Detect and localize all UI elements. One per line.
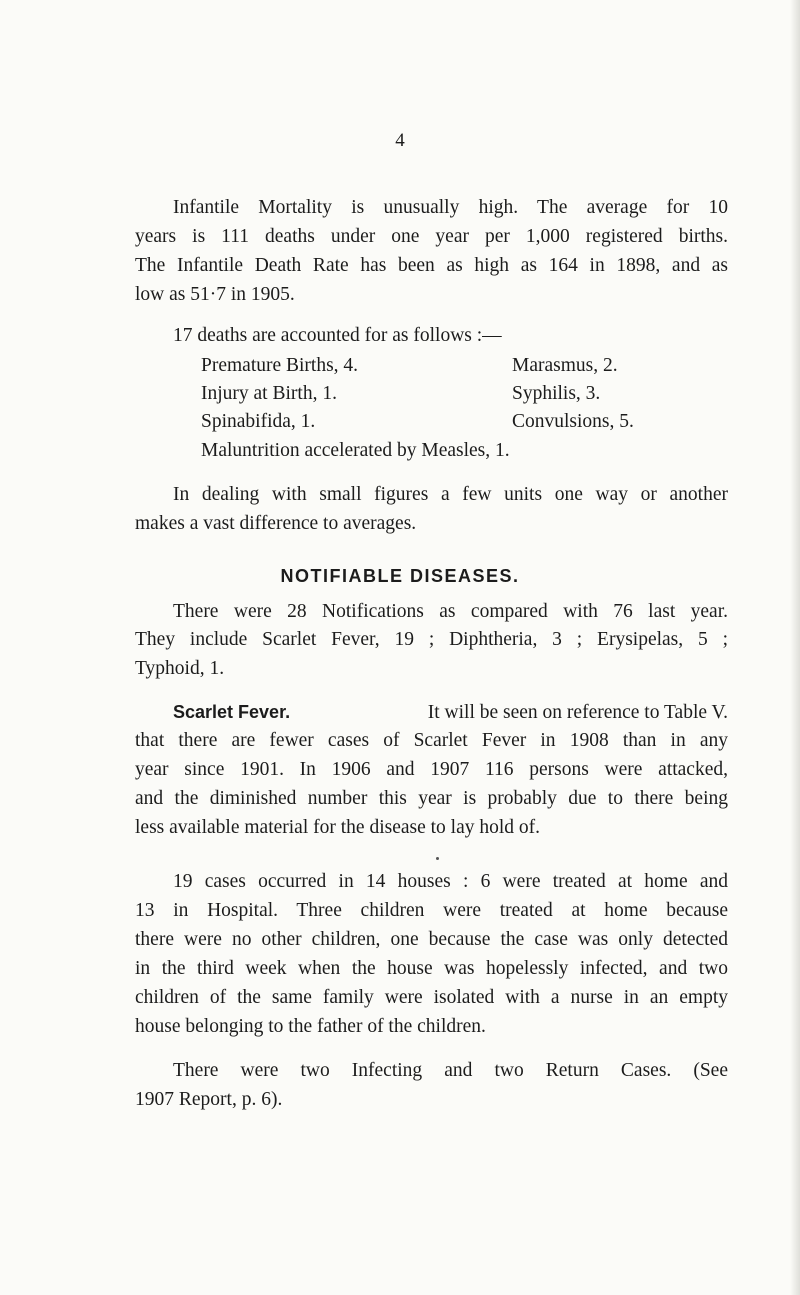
paragraph-line: makes a vast difference to averages. <box>135 513 417 534</box>
paragraph-line: Infantile Mortality is unusually high. The average for 10 <box>173 197 728 218</box>
page-edge-shadow <box>790 0 800 1295</box>
paragraph-line: years is 111 deaths under one year per 1,000 registered births. <box>135 226 728 247</box>
paragraph-line: and the diminished number this year is probably due to there being <box>135 788 728 809</box>
paragraph-line: There were 28 Notifications as compared with 76 last year. <box>173 601 728 622</box>
paragraph-line: Typhoid, 1. <box>135 658 225 679</box>
cause-syphilis: Syphilis, 3. <box>512 383 601 404</box>
cause-premature-births: Premature Births, 4. <box>201 355 359 376</box>
paragraph-line: They include Scarlet Fever, 19 ; Diphtheria, 3 ; Erysipelas, 5 ; <box>135 629 728 650</box>
paragraph-line: less available material for the disease to lay hold of. <box>135 817 541 838</box>
scarlet-fever-first-line-text: It will be seen on reference to Table V. <box>427 702 728 723</box>
paragraph-line: low as 51·7 in 1905. <box>135 284 295 305</box>
paragraph-line: There were two Infecting and two Return Cases. (See <box>173 1060 728 1081</box>
paragraph-line: The Infantile Death Rate has been as high as 164 in 1898, and as <box>135 255 728 276</box>
section-heading-notifiable-diseases: NOTIFIABLE DISEASES. <box>280 566 520 586</box>
print-speck <box>436 857 439 860</box>
paragraph-line: 13 in Hospital. Three children were treated at home because <box>135 900 728 921</box>
paragraph-line: 1907 Report, p. 6). <box>135 1089 283 1110</box>
paragraph-line: that there are fewer cases of Scarlet Fever in 1908 than in any <box>135 730 728 751</box>
paragraph-line: children of the same family were isolated with a nurse in an empty <box>135 987 728 1008</box>
paragraph-line: house belonging to the father of the children. <box>135 1016 486 1037</box>
paragraph-line: in the third week when the house was hopelessly infected, and two <box>135 958 728 979</box>
cause-convulsions: Convulsions, 5. <box>512 411 634 432</box>
paragraph-line: year since 1901. In 1906 and 1907 116 persons were attacked, <box>135 759 728 780</box>
cause-marasmus: Marasmus, 2. <box>512 355 618 376</box>
cause-injury-at-birth: Injury at Birth, 1. <box>201 383 337 404</box>
cause-spinabifida: Spinabifida, 1. <box>201 411 316 432</box>
page-number: 4 <box>395 130 405 151</box>
scarlet-fever-runin-heading: Scarlet Fever. <box>173 702 291 722</box>
deaths-intro: 17 deaths are accounted for as follows :— <box>173 325 502 346</box>
paragraph-line: In dealing with small figures a few units one way or another <box>173 484 728 505</box>
scarlet-fever-first-line <box>173 700 728 725</box>
paragraph-line: 19 cases occurred in 14 houses : 6 were treated at home and <box>173 871 728 892</box>
cause-maluntrition: Maluntrition accelerated by Measles, 1. <box>201 440 510 461</box>
paragraph-line: there were no other children, one because the case was only detected <box>135 929 728 950</box>
